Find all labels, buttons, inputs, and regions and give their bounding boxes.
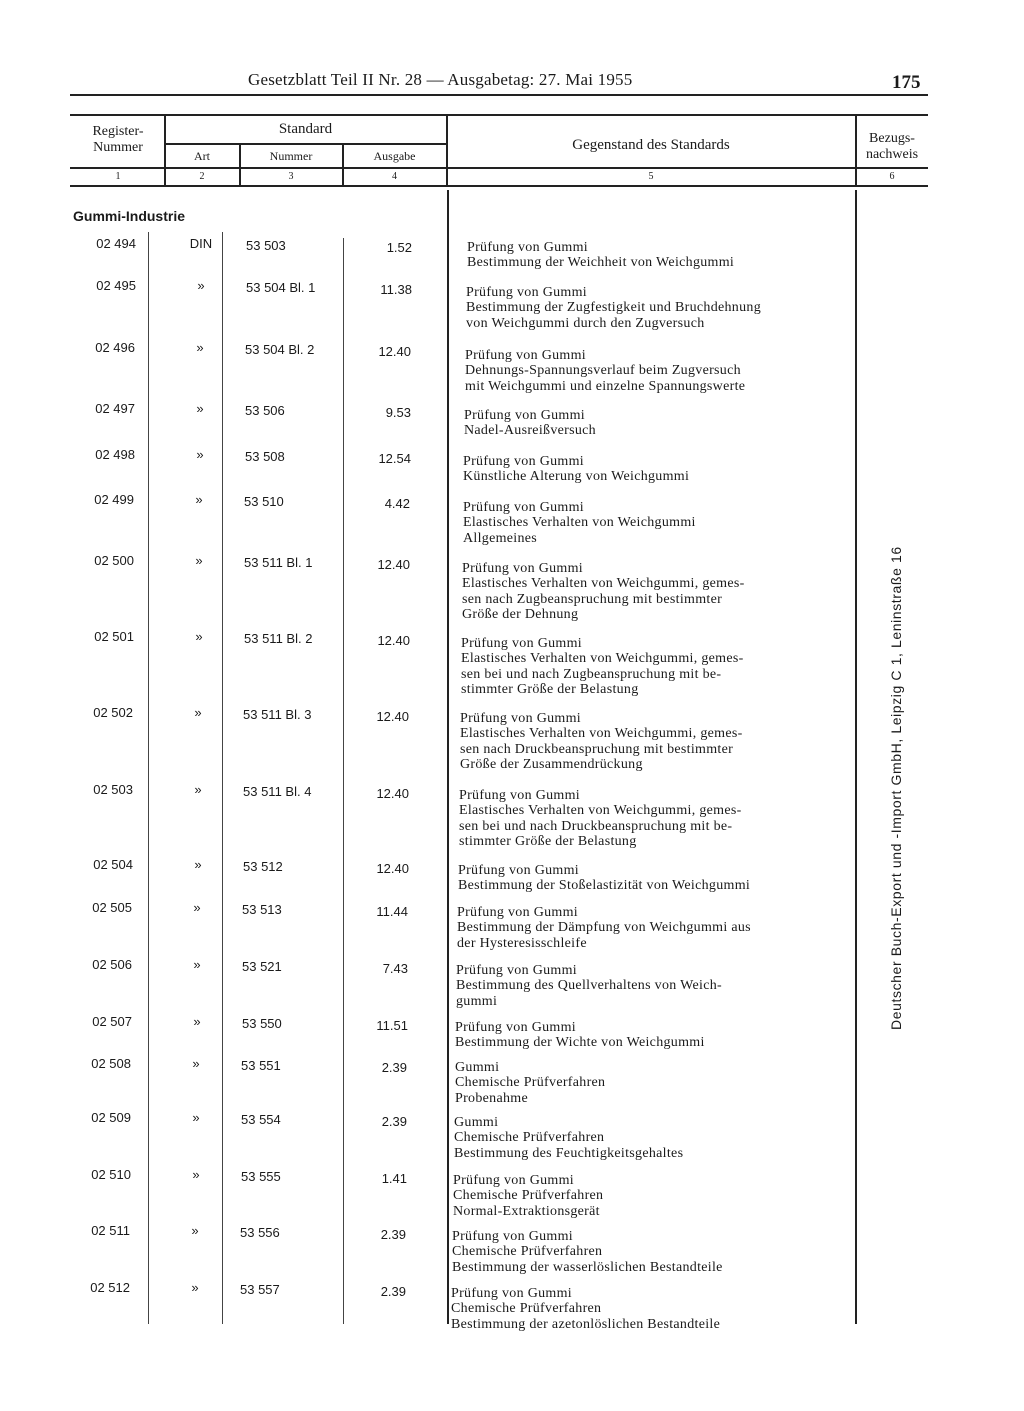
standard-type: »: [195, 553, 203, 568]
standard-number: 53 557: [240, 1282, 280, 1297]
subject-line: Prüfung von Gummi: [453, 1173, 574, 1188]
register-number: 02 509: [91, 1110, 131, 1125]
header-standard: Standard: [278, 121, 333, 137]
subject-line: gummi: [456, 993, 498, 1009]
standard-type: »: [194, 782, 202, 797]
header-art: Art: [194, 149, 210, 163]
standard-type: »: [196, 447, 204, 462]
subject-line: Probenahme: [455, 1090, 528, 1106]
subject-line: Elastisches Verhalten von Weichgummi, gemes-: [462, 576, 745, 592]
standard-edition: 1.41: [381, 1171, 407, 1186]
standard-number: 53 511 Bl. 2: [244, 631, 313, 646]
standard-number: 53 555: [241, 1169, 281, 1184]
standard-type: »: [194, 857, 202, 872]
running-title: Gesetzblatt Teil II Nr. 28 — Ausgabetag: 27. Mai 1955: [248, 70, 633, 89]
register-number: 02 496: [95, 340, 135, 355]
subject-line: Prüfung von Gummi: [466, 285, 587, 300]
standard-type: »: [196, 340, 204, 355]
register-number: 02 506: [92, 957, 132, 972]
standard-subject: [455, 1060, 833, 1106]
subject-line: Prüfung von Gummi: [459, 788, 580, 803]
subject-line: Elastisches Verhalten von Weichgummi, gemes-: [460, 726, 743, 742]
standard-subject: [463, 454, 841, 485]
standard-subject: [465, 348, 843, 394]
standard-number: 53 503: [246, 238, 286, 253]
subject-line: Bestimmung der Wichte von Weichgummi: [455, 1035, 705, 1051]
standard-subject: [466, 285, 844, 331]
register-number: 02 511: [91, 1223, 130, 1238]
register-number: 02 508: [91, 1056, 131, 1071]
register-number: 02 497: [95, 401, 135, 416]
subject-line: Prüfung von Gummi: [457, 905, 578, 920]
header-register-line2: Nummer: [93, 140, 143, 155]
standard-number: 53 521: [242, 959, 282, 974]
subject-line: Elastisches Verhalten von Weichgummi, gemes-: [459, 803, 742, 819]
standard-subject: [464, 408, 842, 439]
register-number: 02 510: [91, 1167, 131, 1182]
subject-line: Prüfung von Gummi: [458, 863, 579, 878]
subject-line: sen nach Druckbeanspruchung mit bestimmter: [460, 741, 734, 757]
subject-line: Prüfung von Gummi: [467, 240, 588, 255]
standard-edition: 12.40: [376, 786, 409, 801]
standard-edition: 12.40: [376, 861, 409, 876]
standard-number: 53 513: [242, 902, 282, 917]
register-number: 02 500: [94, 553, 134, 568]
standard-type: »: [192, 1110, 200, 1125]
header-gegenstand: Gegenstand des Standards: [572, 137, 730, 153]
subject-line: Bestimmung der Zugfestigkeit und Bruchdehnung: [466, 300, 762, 316]
subject-line: Bestimmung des Quellverhaltens von Weich-: [456, 978, 722, 994]
subject-line: sen nach Zugbeanspruchung mit bestimmter: [462, 591, 723, 607]
standard-number: 53 551: [241, 1058, 281, 1073]
header-bezug-line2: nachweis: [865, 147, 919, 162]
standard-type: »: [196, 401, 204, 416]
subject-line: stimmter Größe der Belastung: [461, 682, 639, 698]
subject-line: Allgemeines: [463, 530, 538, 546]
standard-subject: [463, 500, 841, 546]
header-nummer: Nummer: [269, 149, 313, 163]
subject-line: Bestimmung der Weichheit von Weichgummi: [467, 255, 735, 271]
register-number: 02 503: [93, 782, 133, 797]
register-number: 02 501: [94, 629, 134, 644]
standard-subject: [461, 636, 839, 698]
standard-edition: 12.40: [377, 633, 410, 648]
header-ausgabe: Ausgabe: [373, 149, 416, 163]
standard-type: »: [191, 1223, 199, 1238]
subject-line: Chemische Prüfverfahren: [454, 1130, 605, 1146]
standard-subject: [457, 905, 835, 951]
standard-edition: 4.42: [384, 496, 410, 511]
standard-subject: [460, 711, 838, 773]
standard-number: 53 504 Bl. 2: [245, 342, 315, 357]
standard-edition: 11.44: [376, 904, 408, 919]
subject-line: Künstliche Alterung von Weichgummi: [463, 469, 690, 485]
standard-number: 53 510: [244, 494, 284, 509]
subject-line: Chemische Prüfverfahren: [452, 1244, 603, 1260]
register-number: 02 512: [90, 1280, 130, 1295]
standard-type: »: [191, 1280, 199, 1295]
header-register-line1: Register-: [92, 124, 144, 139]
standard-edition: 11.38: [380, 282, 412, 297]
column-number-3: 3: [288, 171, 294, 182]
standard-type: »: [192, 1167, 200, 1182]
standard-number: 53 511 Bl. 3: [243, 707, 312, 722]
publisher-side-note: Deutscher Buch-Export und -Import GmbH, Leipzig C 1, Leninstraße 16: [888, 546, 904, 1030]
section-title: Gummi-Industrie: [73, 208, 186, 224]
subject-line: Bestimmung der Dämpfung von Weichgummi aus: [457, 920, 751, 936]
subject-line: Gummi: [455, 1060, 500, 1075]
standard-edition: 12.40: [376, 709, 409, 724]
header-bezug-line1: Bezugs-: [869, 131, 915, 146]
subject-line: Prüfung von Gummi: [464, 408, 585, 423]
standard-edition: 12.40: [378, 344, 411, 359]
standard-subject: [459, 788, 837, 850]
subject-line: Chemische Prüfverfahren: [453, 1188, 604, 1204]
subject-line: Bestimmung der wasserlöslichen Bestandteile: [452, 1259, 723, 1275]
standard-edition: 2.39: [380, 1227, 406, 1242]
standard-number: 53 556: [240, 1225, 280, 1240]
subject-line: Größe der Zusammendrückung: [460, 757, 643, 773]
standard-number: 53 511 Bl. 1: [244, 555, 313, 570]
subject-line: Prüfung von Gummi: [463, 454, 584, 469]
subject-line: Größe der Dehnung: [462, 607, 579, 623]
register-number: 02 499: [94, 492, 134, 507]
column-number-2: 2: [199, 171, 205, 182]
subject-line: Bestimmung der azetonlöslichen Bestandteile: [451, 1316, 721, 1332]
subject-line: Elastisches Verhalten von Weichgummi: [463, 515, 696, 531]
standard-subject: [456, 963, 834, 1009]
subject-line: Nadel-Ausreißversuch: [464, 423, 596, 439]
standard-number: 53 511 Bl. 4: [243, 784, 312, 799]
standard-type: »: [192, 1056, 200, 1071]
subject-line: Bestimmung der Stoßelastizität von Weichgummi: [458, 878, 751, 894]
page-number: 175: [892, 72, 921, 93]
standard-number: 53 550: [242, 1016, 282, 1031]
register-number: 02 504: [93, 857, 133, 872]
subject-line: Chemische Prüfverfahren: [451, 1301, 602, 1317]
register-number: 02 494: [96, 236, 136, 251]
standard-edition: 1.52: [386, 240, 412, 255]
standard-type: »: [195, 492, 203, 507]
standard-subject: [458, 863, 836, 894]
subject-line: sen bei und nach Druckbeanspruchung mit be-: [459, 818, 733, 834]
subject-line: Prüfung von Gummi: [461, 636, 582, 651]
standard-number: 53 508: [245, 449, 285, 464]
standard-type: »: [195, 629, 203, 644]
standard-type: »: [193, 957, 201, 972]
standard-type: »: [193, 1014, 201, 1029]
subject-line: Prüfung von Gummi: [463, 500, 584, 515]
standard-edition: 9.53: [385, 405, 411, 420]
register-number: 02 502: [93, 705, 133, 720]
standard-subject: [462, 561, 840, 623]
subject-line: Normal-Extraktionsgerät: [453, 1203, 600, 1219]
column-number-5: 5: [648, 171, 654, 182]
standard-edition: 2.39: [380, 1284, 406, 1299]
register-number: 02 498: [95, 447, 135, 462]
subject-line: Chemische Prüfverfahren: [455, 1075, 606, 1091]
standard-type: DIN: [189, 236, 213, 251]
standard-subject: [451, 1286, 829, 1332]
standard-edition: 7.43: [382, 961, 408, 976]
standard-type: »: [193, 900, 201, 915]
standard-number: 53 506: [245, 403, 285, 418]
register-number: 02 507: [92, 1014, 132, 1029]
subject-line: Prüfung von Gummi: [462, 561, 583, 576]
standard-edition: 12.54: [378, 451, 411, 466]
subject-line: Bestimmung des Feuchtigkeitsgehaltes: [454, 1145, 684, 1161]
standard-type: »: [194, 705, 202, 720]
subject-line: Prüfung von Gummi: [452, 1229, 573, 1244]
standard-type: »: [197, 278, 205, 293]
register-number: 02 495: [96, 278, 136, 293]
standard-edition: 2.39: [381, 1114, 407, 1129]
subject-line: der Hysteresisschleife: [457, 935, 587, 951]
column-number-1: 1: [115, 171, 121, 182]
subject-line: Prüfung von Gummi: [465, 348, 586, 363]
subject-line: Dehnungs-Spannungsverlauf beim Zugversuch: [465, 363, 741, 379]
standard-subject: [452, 1229, 830, 1275]
subject-line: Prüfung von Gummi: [455, 1020, 576, 1035]
standard-edition: 12.40: [377, 557, 410, 572]
standard-subject: [455, 1020, 833, 1051]
subject-line: mit Weichgummi und einzelne Spannungswerte: [465, 378, 746, 394]
subject-line: Prüfung von Gummi: [451, 1286, 572, 1301]
standard-subject: [467, 240, 845, 271]
subject-line: Gummi: [454, 1115, 499, 1130]
subject-line: Elastisches Verhalten von Weichgummi, gemes-: [461, 651, 744, 667]
standard-number: 53 504 Bl. 1: [246, 280, 316, 295]
subject-line: sen bei und nach Zugbeanspruchung mit be-: [461, 666, 722, 682]
column-number-4: 4: [392, 171, 397, 182]
subject-line: von Weichgummi durch den Zugversuch: [466, 315, 705, 331]
standard-number: 53 512: [243, 859, 283, 874]
standard-number: 53 554: [241, 1112, 281, 1127]
subject-line: stimmter Größe der Belastung: [459, 834, 637, 850]
subject-line: Prüfung von Gummi: [456, 963, 577, 978]
column-number-6: 6: [889, 171, 895, 182]
standard-subject: [453, 1173, 831, 1219]
register-number: 02 505: [92, 900, 132, 915]
subject-line: Prüfung von Gummi: [460, 711, 581, 726]
standard-subject: [454, 1115, 832, 1161]
standard-edition: 2.39: [381, 1060, 407, 1075]
standard-edition: 11.51: [376, 1018, 408, 1033]
